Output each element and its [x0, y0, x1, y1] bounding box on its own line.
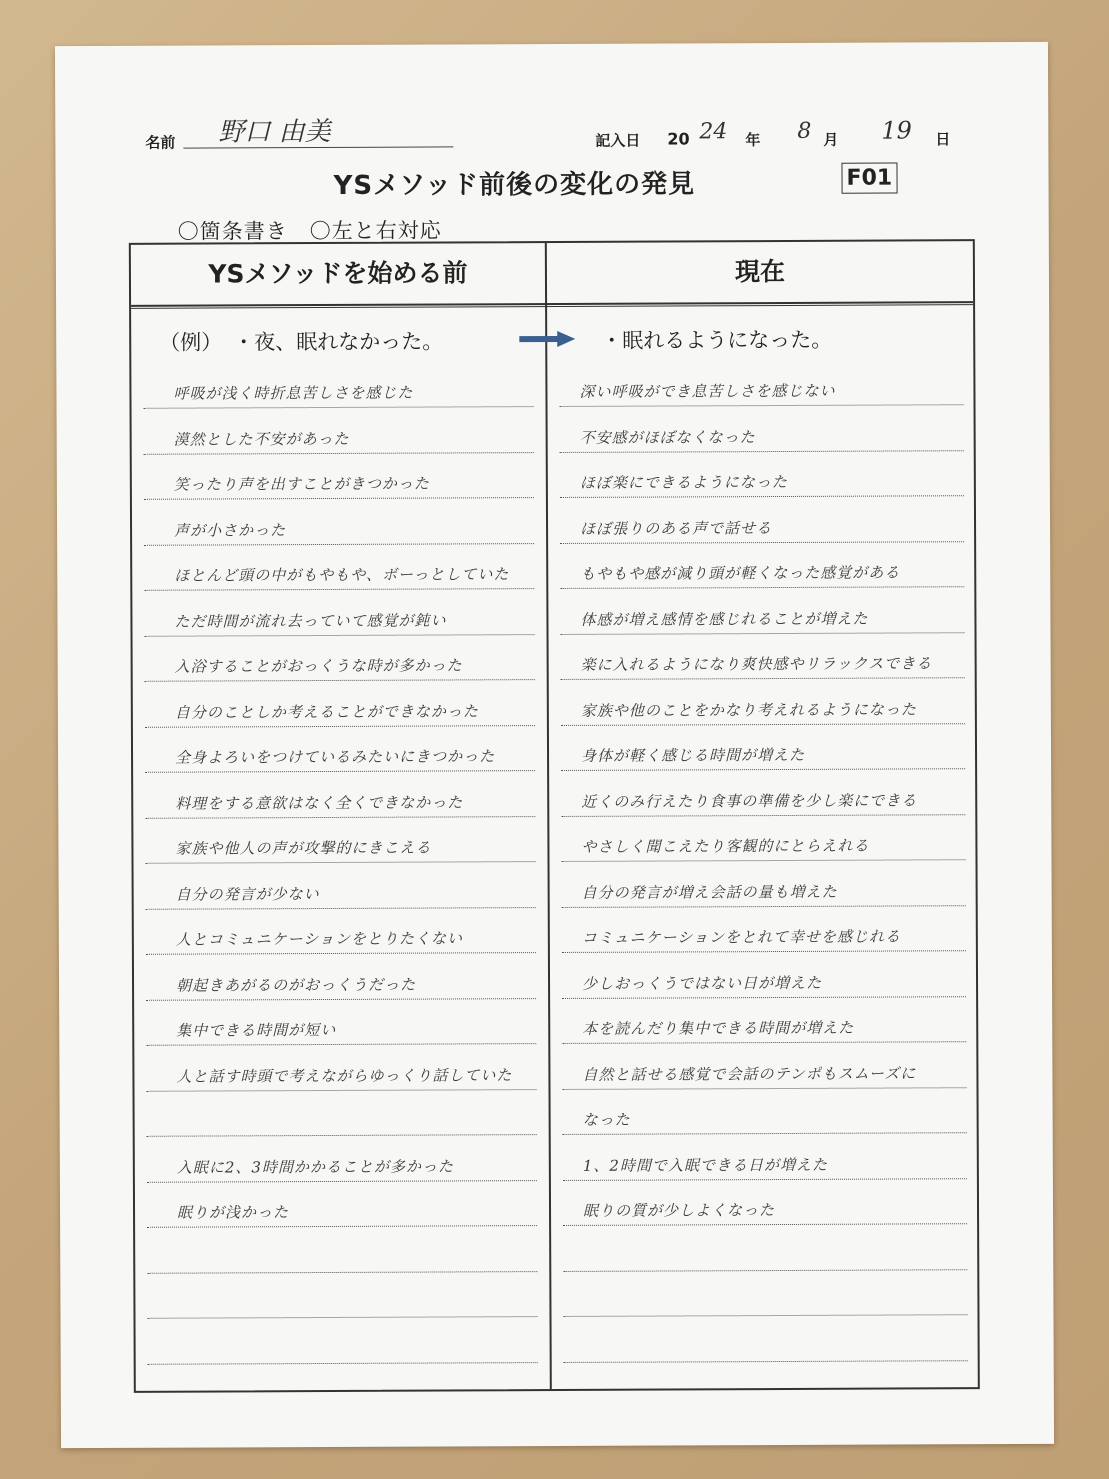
- before-row-text: ほとんど頭の中がもやもや、ボーっとしていた: [174, 565, 510, 585]
- after-row-text: なった: [582, 1110, 631, 1129]
- example-prefix: （例）: [159, 330, 223, 355]
- after-row: [559, 359, 963, 407]
- name-label: 名前: [145, 133, 176, 152]
- after-row: [561, 723, 965, 771]
- after-row: [561, 769, 965, 817]
- before-row: [146, 907, 536, 955]
- column-header-before: YSメソッドを始める前: [208, 258, 468, 289]
- before-row: [144, 407, 534, 455]
- before-row: [146, 1044, 536, 1092]
- year-prefix: 20: [667, 129, 690, 149]
- before-row: [146, 953, 536, 1001]
- after-row-text: やさしく聞こえたり客観的にとらえれる: [581, 836, 870, 856]
- after-row-text: 不安感がほぼなくなった: [579, 427, 756, 447]
- after-row: [563, 1087, 967, 1135]
- before-row: [145, 816, 535, 864]
- after-row-text: ほぼ楽にできるようになった: [579, 472, 788, 492]
- after-row-text: 1、2時間で入眠できる日が増えた: [582, 1155, 828, 1175]
- before-row-text: 呼吸が浅く時折息苦しさを感じた: [173, 383, 414, 403]
- after-row: [561, 678, 965, 726]
- after-row-text: 体感が増え感情を感じれることが増えた: [580, 609, 869, 629]
- before-row: [147, 1135, 537, 1183]
- after-row: [563, 1315, 967, 1363]
- after-row: [561, 814, 965, 862]
- before-row-text: 人とコミュニケーションをとりたくない: [175, 929, 463, 949]
- after-row-text: 近くのみ行えたり食事の準備を少し楽にできる: [581, 790, 918, 811]
- arrow-right-icon: [519, 331, 575, 347]
- example-before: ・夜、眠れなかった。: [233, 329, 444, 355]
- before-row: [145, 680, 535, 728]
- before-row-text: 入眠に2、3時間かかることが多かった: [176, 1156, 454, 1177]
- name-field: [183, 116, 453, 148]
- before-row-text: 笑ったり声を出すことがきつかった: [173, 474, 430, 494]
- before-row-text: 人と話す時頭で考えながらゆっくり話していた: [176, 1065, 513, 1086]
- before-row: [147, 1089, 537, 1137]
- after-row-text: もやもや感が減り頭が軽くなった感覚がある: [580, 563, 901, 583]
- after-row-text: 少しおっくうではない日が増えた: [582, 973, 823, 993]
- month-unit: 月: [823, 130, 839, 149]
- after-row: [562, 860, 966, 908]
- month-value: 8: [797, 118, 812, 144]
- before-row: [144, 543, 534, 591]
- after-row-text: 楽に入れるようになり爽快感やリラックスできる: [580, 654, 933, 674]
- page-title: YSメソッド前後の変化の発見: [333, 169, 696, 201]
- before-row-text: 眠りが浅かった: [176, 1203, 290, 1222]
- instructions: 〇箇条書き 〇左と右対応: [177, 218, 442, 244]
- after-row: [560, 405, 964, 453]
- after-row: [560, 587, 964, 635]
- after-row-text: 身体が軽く感じる時間が増えた: [581, 745, 806, 765]
- before-row: [145, 771, 535, 819]
- before-row: [146, 862, 536, 910]
- after-row-text: 家族や他のことをかなり考えれるようになった: [580, 699, 917, 720]
- before-row: [143, 361, 533, 409]
- after-row: [562, 1042, 966, 1090]
- before-row: [145, 725, 535, 773]
- comparison-table: [129, 239, 980, 1393]
- before-row-text: 自分の発言が少ない: [175, 884, 320, 904]
- year-value: 24: [699, 119, 728, 145]
- table-header: [131, 241, 973, 307]
- before-row-text: 集中できる時間が短い: [176, 1020, 337, 1040]
- after-row-text: コミュニケーションをとれて幸せを感じれる: [581, 927, 901, 947]
- before-row: [147, 1226, 537, 1274]
- after-row: [562, 996, 966, 1044]
- day-value: 19: [881, 116, 912, 145]
- after-row-text: 眠りの質が少しよくなった: [582, 1201, 776, 1220]
- after-row: [563, 1133, 967, 1181]
- after-row: [560, 450, 964, 498]
- year-unit: 年: [745, 131, 761, 150]
- before-row: [147, 1180, 537, 1228]
- after-row: [562, 951, 966, 999]
- before-row-text: 朝起きあがるのがおっくうだった: [176, 975, 417, 995]
- name-value: 野口 由美: [218, 116, 331, 148]
- after-row: [561, 632, 965, 680]
- after-row: [560, 496, 964, 544]
- column-divider: [545, 243, 552, 1389]
- before-row: [144, 589, 534, 637]
- after-row-text: 自分の発言が増え会話の量も増えた: [581, 882, 838, 902]
- after-row: [563, 1269, 967, 1317]
- before-row: [147, 1271, 537, 1319]
- example-after: ・眠れるようになった。: [601, 327, 833, 353]
- before-row-text: 声が小さかった: [174, 520, 287, 540]
- after-row: [560, 541, 964, 589]
- after-row: [562, 905, 966, 953]
- before-row: [146, 998, 536, 1046]
- after-row: [563, 1178, 967, 1226]
- before-row: [144, 452, 534, 500]
- before-row-text: 入浴することがおっくうな時が多かった: [174, 656, 463, 676]
- before-row: [147, 1317, 537, 1365]
- before-row-text: 漠然とした不安があった: [173, 429, 350, 449]
- before-row-text: ただ時間が流れ去っていて感覚が鈍い: [174, 610, 447, 631]
- before-row-text: 自分のことしか考えることができなかった: [174, 701, 479, 722]
- before-row-text: 家族や他人の声が攻撃的にきこえる: [175, 838, 432, 858]
- date-label: 記入日: [595, 131, 641, 150]
- column-header-after: 現在: [734, 256, 785, 287]
- before-row: [145, 634, 535, 682]
- after-row-text: 深い呼吸ができ息苦しさを感じない: [579, 381, 836, 401]
- before-row: [144, 498, 534, 546]
- after-row-text: ほぼ張りのある声で話せる: [580, 518, 773, 538]
- before-row-text: 料理をする意欲はなく全くできなかった: [175, 792, 464, 813]
- worksheet-page: [55, 42, 1054, 1448]
- form-code: F01: [841, 162, 897, 193]
- after-row-text: 本を読んだり集中できる時間が増えた: [582, 1018, 855, 1038]
- after-row-text: 自然と話せる感覚で会話のテンポもスムーズに: [582, 1063, 917, 1084]
- day-unit: 日: [935, 130, 951, 149]
- after-row: [563, 1224, 967, 1272]
- before-row-text: 全身よろいをつけているみたいにきつかった: [175, 747, 496, 767]
